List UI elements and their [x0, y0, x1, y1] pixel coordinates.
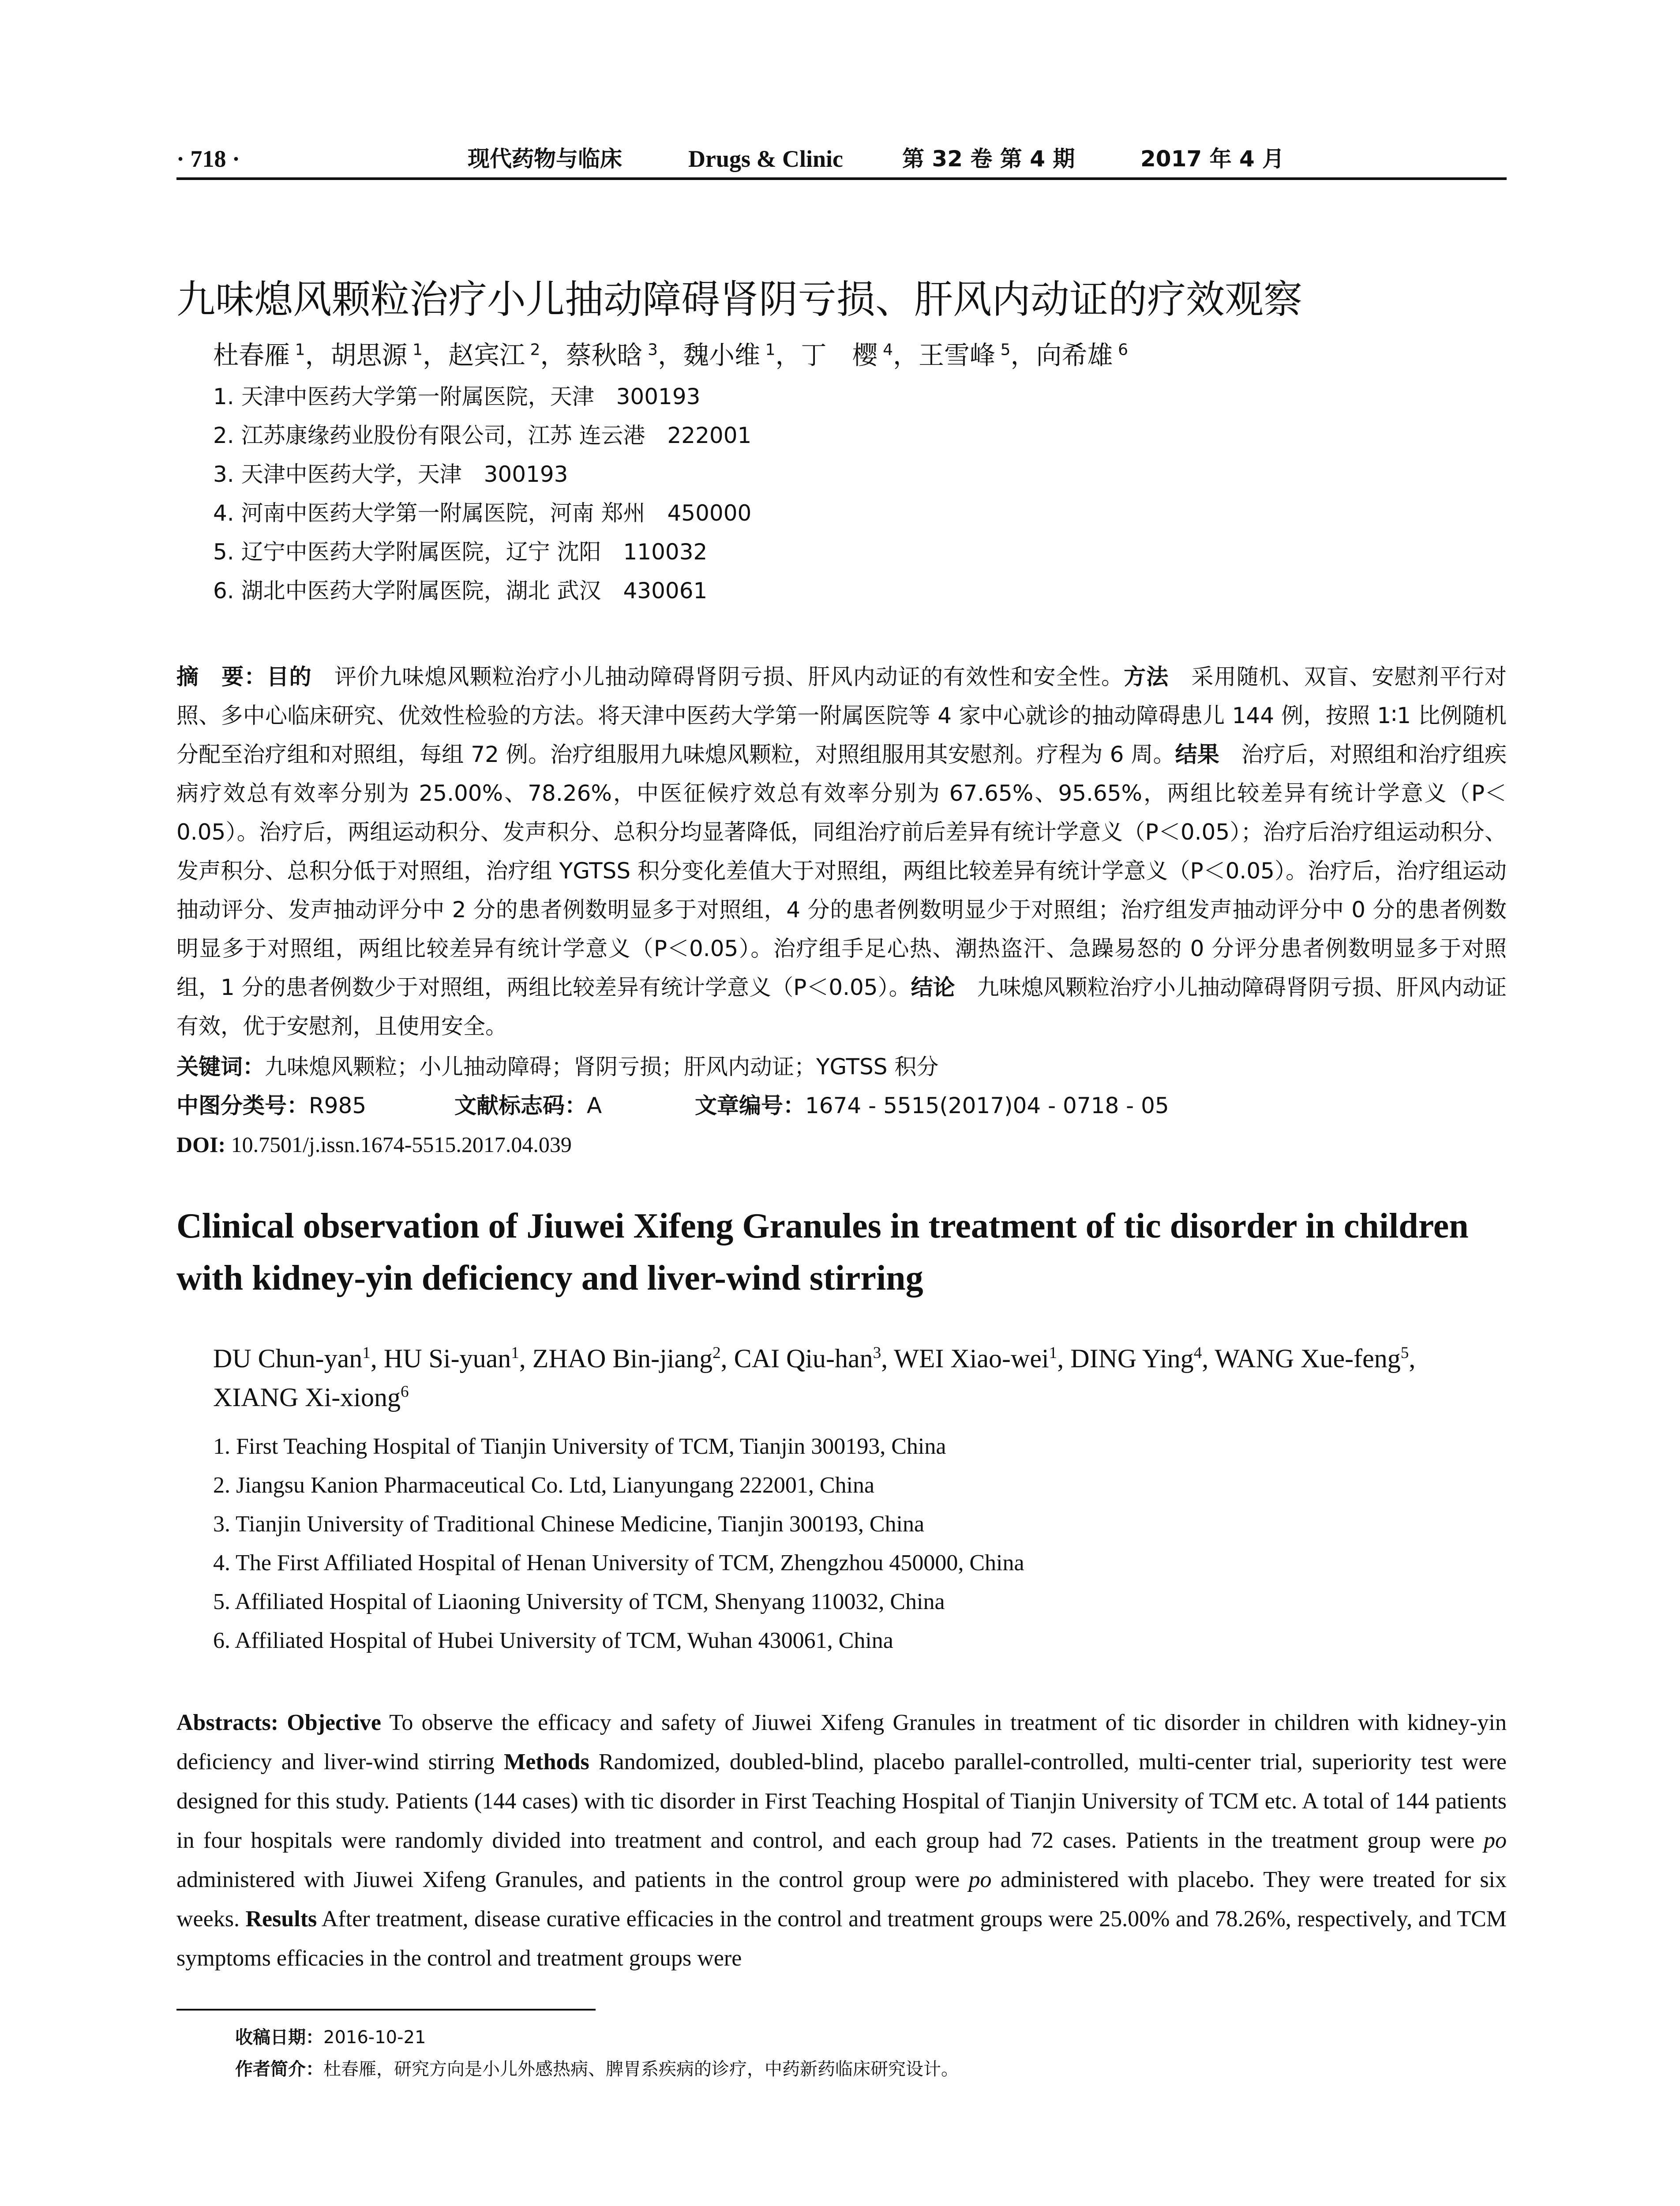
cn-author-name: 向希雄	[1036, 340, 1113, 370]
article-no-label: 文章编号：	[695, 1093, 805, 1118]
issue-date: 2017 年 4 月	[1140, 146, 1285, 172]
keywords-label-cn: 关键词：	[176, 1054, 265, 1080]
abstract-cn	[176, 657, 1507, 1046]
cn-author-affiliation-marker: 6	[1118, 341, 1128, 359]
footnote-rule	[176, 2009, 596, 2011]
article-title-en: Clinical observation of Jiuwei Xifeng Granules in treatment of tic disorder in children with kidney-yin deficiency and liver-wind stirring	[176, 1207, 1469, 1298]
en-author	[734, 1344, 894, 1373]
en-author-affiliation-marker: 2	[712, 1344, 721, 1362]
results-label-cn: 结果	[1175, 742, 1219, 767]
abstract-en-label: Abstracts:	[176, 1710, 287, 1735]
en-author	[1215, 1344, 1415, 1373]
en-author-separator: ,	[1202, 1344, 1215, 1373]
affiliation-cn-5: 5. 辽宁中医药大学附属医院，辽宁 沈阳 110032	[213, 539, 708, 565]
cn-author	[683, 340, 801, 370]
affiliation-cn-4: 4. 河南中医药大学第一附属医院，河南 郑州 450000	[213, 500, 752, 526]
affiliation-en-4: 4. The First Affiliated Hospital of Henan University of TCM, Zhengzhou 450000, China	[213, 1550, 1024, 1576]
affiliation-en-3: 3. Tianjin University of Traditional Chinese Medicine, Tianjin 300193, China	[213, 1512, 925, 1537]
en-author-affiliation-marker: 1	[1049, 1344, 1058, 1362]
journal-name-cn: 现代药物与临床	[468, 146, 622, 172]
en-author	[213, 1383, 409, 1412]
en-author-name: XIANG Xi-xiong	[213, 1383, 401, 1412]
clc-label: 中图分类号：	[176, 1093, 309, 1118]
running-header	[176, 140, 1507, 177]
en-author	[532, 1344, 734, 1373]
affiliation-cn-3: 3. 天津中医药大学，天津 300193	[213, 461, 568, 487]
classification-line	[176, 1086, 366, 1125]
en-author-name: DING Ying	[1070, 1344, 1194, 1373]
methods-text-en-b: administered with Jiuwei Xifeng Granules, and patients in the control group were	[176, 1867, 969, 1892]
cn-author-separator: ，	[657, 340, 683, 370]
keywords-text-cn: 九味熄风颗粒；小儿抽动障碍；肾阴亏损；肝风内动证；YGTSS 积分	[265, 1054, 939, 1080]
cn-author-name: 丁 樱	[801, 340, 878, 370]
conclusion-text-cn: 九味熄风颗粒治疗小儿抽动障碍肾阴亏损、肝风内动证有效，优于安慰剂，且使用安全。	[176, 975, 1507, 1039]
po-term-2: po	[968, 1867, 992, 1892]
en-author-affiliation-marker: 1	[511, 1344, 519, 1362]
methods-label-cn: 方法	[1124, 664, 1169, 690]
en-author-affiliation-marker: 1	[362, 1344, 371, 1362]
cn-author-name: 王雪峰	[919, 340, 996, 370]
cn-author-separator: ，	[540, 340, 566, 370]
keywords-cn	[176, 1047, 938, 1086]
en-author-affiliation-marker: 3	[873, 1344, 881, 1362]
methods-text-cn: 采用随机、双盲、安慰剂平行对照、多中心临床研究、优效性检验的方法。将天津中医药大学第一附属医院等 4 家中心就诊的抽动障碍患儿 144 例，按照 1∶1 比例随机分配至治疗组和对照组，每组 72 例。治疗组服用九味熄风颗粒，对照组服用其安慰剂。疗程为 6 周。	[176, 664, 1507, 767]
cn-author	[1036, 340, 1128, 370]
doi-value: 10.7501/j.issn.1674-5515.2017.04.039	[225, 1132, 572, 1157]
cn-author-affiliation-marker: 4	[883, 341, 893, 359]
doc-code-label: 文献标志码：	[454, 1093, 587, 1118]
cn-author-name: 魏小维	[683, 340, 761, 370]
objective-text-en: To observe the efficacy and safety of Jiuwei Xifeng Granules in treatment of tic disorder in children with kidney-yin deficiency and liver-wind stirring	[176, 1710, 1507, 1775]
author-list-cn	[213, 335, 1128, 375]
results-text-cn: 治疗后，对照组和治疗组疾病疗效总有效率分别为 25.00%、78.26%，中医征候疗效总有效率分别为 67.65%、95.65%，两组比较差异有统计学意义（P＜0.05）。治疗后，两组运动积分、发声积分、总积分均显著降低，同组治疗前后差异有统计学意义（P＜0.05）；治疗后治疗组运动积分、发声积分、总积分低于对照组，治疗组 YGTSS 积分变化差值大于对照组，两组比较差异有统计学意义（P＜0.05）。治疗后，治疗组运动抽动评分、发声抽动评分中 2 分的患者例数明显多于对照组，4 分的患者例数明显少于对照组；治疗组发声抽动评分中 0 分的患者例数明显多于对照组，两组比较差异有统计学意义（P＜0.05）。治疗组手足心热、潮热盗汗、急躁易怒的 0 分评分患者例数明显多于对照组，1 分的患者例数少于对照组，两组比较差异有统计学意义（P＜0.05）。	[176, 742, 1507, 1000]
methods-text-en-c: administered with placebo. They were treated for six weeks.	[176, 1867, 1507, 1932]
cn-author-affiliation-marker: 1	[765, 341, 776, 359]
affiliation-en-2: 2. Jiangsu Kanion Pharmaceutical Co. Ltd, Lianyungang 222001, China	[213, 1473, 875, 1498]
cn-author-name: 胡思源	[330, 340, 408, 370]
objective-text-cn: 评价九味熄风颗粒治疗小儿抽动障碍肾阴亏损、肝风内动证的有效性和安全性。	[311, 664, 1124, 690]
conclusion-label-cn: 结论	[911, 975, 955, 1000]
results-text-en: After treatment, disease curative efficacies in the control and treatment groups were 25.00% and 78.26%, respectively, and TCM symptoms efficacies in the control and treatment groups were	[176, 1906, 1507, 1971]
doc-code-value: A	[587, 1093, 602, 1118]
en-author-name: WEI Xiao-wei	[894, 1344, 1049, 1373]
en-author	[894, 1344, 1070, 1373]
volume-issue: 第 32 卷 第 4 期	[902, 146, 1075, 172]
en-author-affiliation-marker: 5	[1400, 1344, 1409, 1362]
cn-author-affiliation-marker: 1	[412, 341, 423, 359]
en-author-name: ZHAO Bin-jiang	[532, 1344, 713, 1373]
affiliation-cn-1: 1. 天津中医药大学第一附属医院，天津 300193	[213, 384, 701, 409]
clc-value: R985	[309, 1093, 367, 1118]
cn-author-affiliation-marker: 1	[295, 341, 305, 359]
en-author-separator: ,	[370, 1344, 384, 1373]
en-author	[1070, 1344, 1215, 1373]
cn-author-name: 杜春雁	[213, 340, 290, 370]
objective-label-en: Objective	[287, 1710, 381, 1735]
author-bio-label: 作者简介：	[235, 2059, 323, 2079]
cn-author-separator: ，	[1010, 340, 1036, 370]
affiliation-cn-2: 2. 江苏康缘药业股份有限公司，江苏 连云港 222001	[213, 423, 752, 448]
en-author-name: HU Si-yuan	[383, 1344, 511, 1373]
methods-text-en-a: Randomized, doubled-blind, placebo parallel-controlled, multi-center trial, superiority test were designed for this study. Patients (144 cases) with tic disorder in First Teaching Hospital of Tianjin University of TCM etc. A total of 144 patients in four hospitals were randomly divided into treatment and control, and each group had 72 cases. Patients in the treatment group were	[176, 1749, 1507, 1853]
en-author-name: CAI Qiu-han	[734, 1344, 873, 1373]
affiliation-en-1: 1. First Teaching Hospital of Tianjin University of TCM, Tianjin 300193, China	[213, 1434, 946, 1459]
document-code	[454, 1086, 602, 1125]
cn-author	[566, 340, 684, 370]
en-author-name: WANG Xue-feng	[1215, 1344, 1401, 1373]
doi-line	[176, 1125, 572, 1164]
abstract-en	[176, 1703, 1507, 1978]
po-term-1: po	[1484, 1828, 1507, 1853]
received-date	[235, 2022, 426, 2053]
cn-author	[448, 340, 566, 370]
en-author-affiliation-marker: 6	[400, 1383, 409, 1401]
cn-author	[213, 340, 331, 370]
en-author-separator: ,	[1057, 1344, 1071, 1373]
en-author-name: DU Chun-yan	[213, 1344, 363, 1373]
author-list-en	[213, 1339, 1507, 1417]
cn-author-separator: ，	[892, 340, 919, 370]
en-author-separator: ,	[519, 1344, 532, 1373]
author-bio-text: 杜春雁，研究方向是小儿外感热病、脾胃系疾病的诊疗，中药新药临床研究设计。	[323, 2059, 959, 2079]
author-bio	[235, 2053, 959, 2085]
cn-author-separator: ，	[775, 340, 801, 370]
affiliation-en-6: 6. Affiliated Hospital of Hubei University of TCM, Wuhan 430061, China	[213, 1628, 893, 1653]
en-author-separator: ,	[720, 1344, 734, 1373]
methods-label-en: Methods	[504, 1749, 589, 1775]
article-number	[695, 1086, 1169, 1125]
cn-author	[801, 340, 919, 370]
article-title-cn: 九味熄风颗粒治疗小儿抽动障碍肾阴亏损、肝风内动证的疗效观察	[176, 276, 1303, 322]
en-author-affiliation-marker: 4	[1193, 1344, 1202, 1362]
affiliation-cn-6: 6. 湖北中医药大学附属医院，湖北 武汉 430061	[213, 578, 708, 604]
cn-author-name: 蔡秋晗	[566, 340, 643, 370]
en-author-separator: ,	[1409, 1344, 1416, 1373]
en-author	[213, 1344, 384, 1373]
journal-name-en: Drugs & Clinic	[688, 146, 843, 172]
cn-author-affiliation-marker: 5	[1000, 341, 1011, 359]
cn-author-affiliation-marker: 3	[648, 341, 658, 359]
cn-author	[331, 340, 449, 370]
cn-author-affiliation-marker: 2	[530, 341, 540, 359]
en-author-separator: ,	[881, 1344, 894, 1373]
received-label: 收稿日期：	[235, 2027, 323, 2048]
cn-author-separator: ，	[422, 340, 448, 370]
cn-author	[919, 340, 1036, 370]
abstract-cn-label: 摘 要：	[176, 664, 267, 690]
en-author	[384, 1344, 532, 1373]
affiliation-en-5: 5. Affiliated Hospital of Liaoning University of TCM, Shenyang 110032, China	[213, 1589, 945, 1614]
article-no-value: 1674 - 5515(2017)04 - 0718 - 05	[805, 1093, 1169, 1118]
results-label-en: Results	[245, 1906, 317, 1932]
cn-author-separator: ，	[305, 340, 331, 370]
header-rule	[176, 177, 1507, 180]
received-value: 2016-10-21	[323, 2027, 426, 2048]
page-number: · 718 ·	[176, 146, 240, 172]
cn-author-name: 赵宾江	[448, 340, 525, 370]
objective-label-cn: 目的	[266, 664, 312, 690]
doi-label: DOI:	[176, 1132, 226, 1157]
